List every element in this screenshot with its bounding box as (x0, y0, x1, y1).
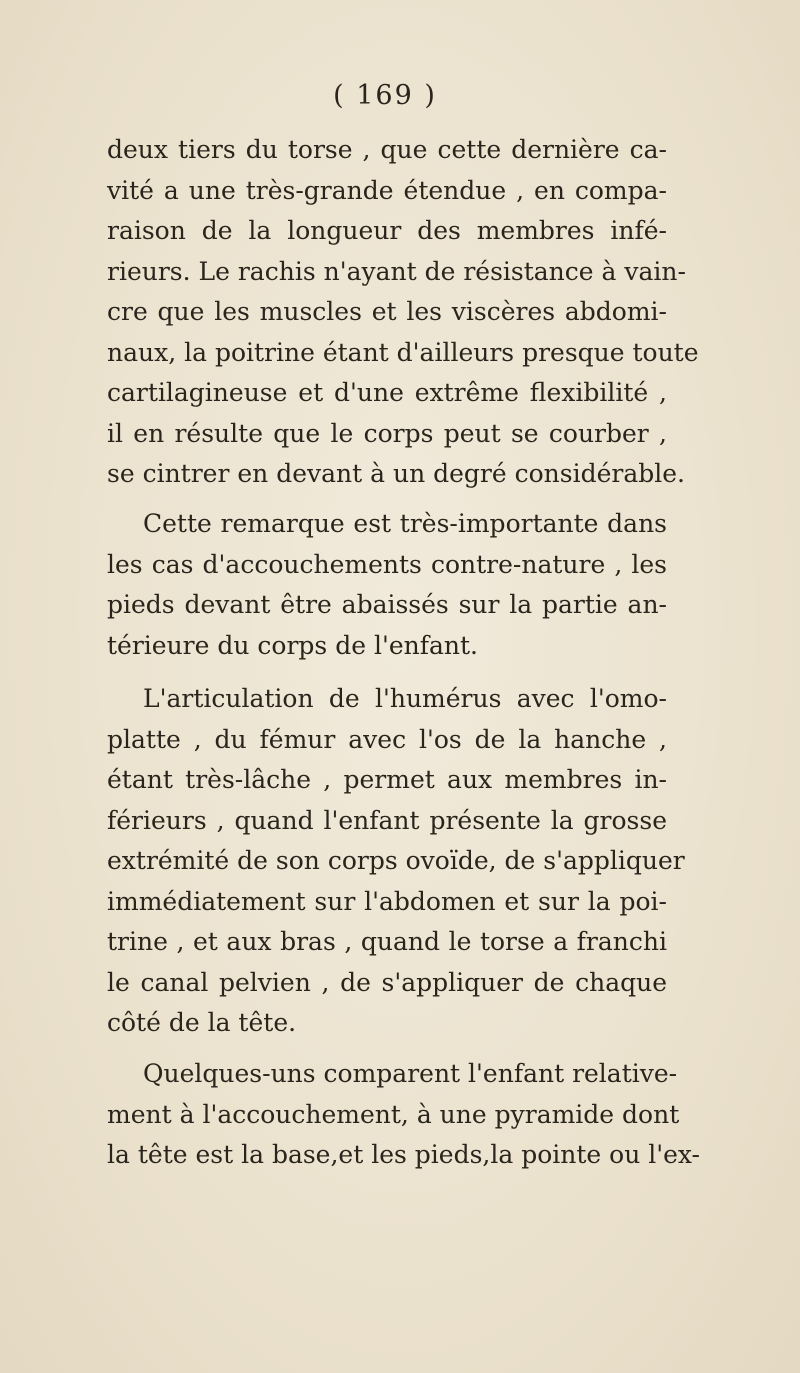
text-line: la tête est la base,et les pieds,la pointe ou l'ex- (107, 1140, 701, 1169)
paragraph-4 (107, 1054, 701, 1176)
paragraph-2 (107, 504, 667, 666)
text-line: L'articulation de l'humérus avec l'omo- (143, 684, 667, 713)
text-line: ment à l'accouchement, à une pyramide dont (107, 1099, 680, 1129)
text-line: Quelques-uns comparent l'enfant relative- (143, 1059, 678, 1088)
text-line: raison de la longueur des membres infé- (107, 216, 667, 245)
text-line: rieurs. Le rachis n'ayant de résistance à vain- (107, 256, 686, 286)
text-line: vité a une très-grande étendue , en compa- (107, 175, 667, 205)
paragraph-3 (107, 679, 685, 1044)
text-line: le canal pelvien , de s'appliquer de chaque (107, 967, 667, 997)
text-line: platte , du fémur avec l'os de la hanche , (107, 724, 667, 754)
text-line: deux tiers du torse , que cette dernière ca- (107, 135, 667, 164)
text-line: il en résulte que le corps peut se courber , (107, 418, 667, 448)
paragraph-1 (107, 130, 699, 495)
page-number: ( 169 ) (333, 80, 437, 111)
text-line: férieurs , quand l'enfant présente la grosse (107, 805, 667, 835)
text-line: se cintrer en devant à un degré considérable. (107, 459, 685, 488)
text-line: cartilagineuse et d'une extrême flexibilité , (107, 378, 667, 407)
text-line: immédiatement sur l'abdomen et sur la poi- (107, 886, 667, 916)
text-line: naux, la poitrine étant d'ailleurs presque toute (107, 337, 699, 367)
text-line: côté de la tête. (107, 1008, 297, 1037)
text-line: trine , et aux bras , quand le torse a franchi (107, 927, 667, 956)
text-line: extrémité de son corps ovoïde, de s'appliquer (107, 846, 685, 875)
text-line: Cette remarque est très-importante dans (143, 509, 667, 538)
text-line: térieure du corps de l'enfant. (107, 630, 478, 660)
text-line: les cas d'accouchements contre-nature , les (107, 549, 667, 579)
text-line: cre que les muscles et les viscères abdomi- (107, 297, 667, 326)
text-line: pieds devant être abaissés sur la partie an- (107, 590, 667, 619)
text-line: étant très-lâche , permet aux membres in- (107, 765, 667, 794)
